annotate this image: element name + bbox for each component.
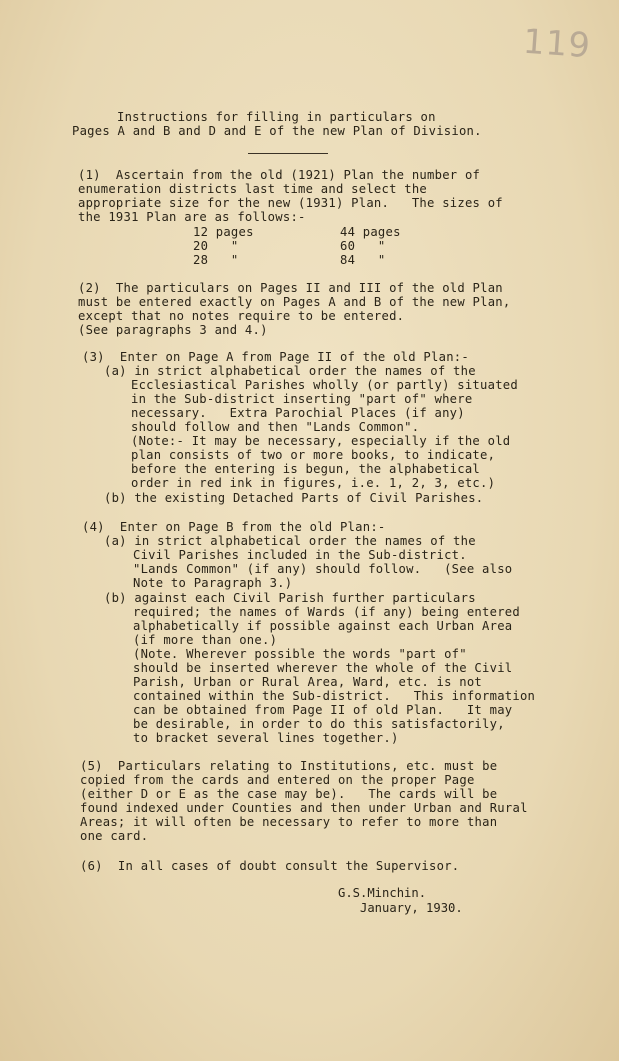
size-row-1-a: 12 pages [193, 225, 254, 239]
p4-line-9: (if more than one.) [133, 633, 278, 647]
p2-line-1: (2) The particulars on Pages II and III of the old Plan [78, 281, 503, 295]
p4-line-7: required; the names of Wards (if any) being entered [133, 605, 520, 619]
p3-line-5: necessary. Extra Parochial Places (if any) [131, 406, 465, 420]
p4-line-6: (b) against each Civil Parish further particulars [104, 591, 476, 605]
p4-line-3: Civil Parishes included in the Sub-district. [133, 548, 467, 562]
p4-line-11: should be inserted wherever the whole of the Civil [133, 661, 513, 675]
p1-line-3: appropriate size for the new (1931) Plan. The sizes of [78, 196, 503, 210]
p3-line-10: order in red ink in figures, i.e. 1, 2, 3, etc.) [131, 476, 496, 490]
title-line-1: Instructions for filling in particulars on [117, 110, 436, 124]
signature-name: G.S.Minchin. [338, 886, 427, 900]
p3-line-11: (b) the existing Detached Parts of Civil Parishes. [104, 491, 484, 505]
p3-line-3: Ecclesiastical Parishes wholly (or partly) situated [131, 378, 518, 392]
p1-line-1: (1) Ascertain from the old (1921) Plan the number of [78, 168, 481, 182]
p3-line-9: before the entering is begun, the alphabetical [131, 462, 481, 476]
p5-line-1: (5) Particulars relating to Institutions, etc. must be [80, 759, 498, 773]
p6-line-1: (6) In all cases of doubt consult the Supervisor. [80, 859, 460, 873]
size-row-3-a: 28 " [193, 253, 239, 267]
p4-line-12: Parish, Urban or Rural Area, Ward, etc. is not [133, 675, 483, 689]
p4-line-16: to bracket several lines together.) [133, 731, 399, 745]
size-row-3-b: 84 " [340, 253, 386, 267]
size-row-2-b: 60 " [340, 239, 386, 253]
p2-line-2: must be entered exactly on Pages A and B of the new Plan, [78, 295, 511, 309]
p4-line-15: be desirable, in order to do this satisfactorily, [133, 717, 505, 731]
p3-line-4: in the Sub-district inserting "part of" where [131, 392, 473, 406]
p2-line-3: except that no notes require to be entered. [78, 309, 405, 323]
p3-line-6: should follow and then "Lands Common". [131, 420, 420, 434]
folio-number: 119 [521, 21, 593, 67]
p3-line-7: (Note:- It may be necessary, especially if the old [131, 434, 511, 448]
p2-line-4: (See paragraphs 3 and 4.) [78, 323, 268, 337]
p5-line-5: Areas; it will often be necessary to refer to more than [80, 815, 498, 829]
p4-line-1: (4) Enter on Page B from the old Plan:- [82, 520, 386, 534]
p4-line-13: contained within the Sub-district. This information [133, 689, 536, 703]
size-row-1-b: 44 pages [340, 225, 401, 239]
p4-line-2: (a) in strict alphabetical order the names of the [104, 534, 476, 548]
p3-line-1: (3) Enter on Page A from Page II of the old Plan:- [82, 350, 469, 364]
p3-line-8: plan consists of two or more books, to indicate, [131, 448, 496, 462]
p5-line-2: copied from the cards and entered on the proper Page [80, 773, 475, 787]
p4-line-14: can be obtained from Page II of old Plan. It may [133, 703, 513, 717]
p5-line-3: (either D or E as the case may be). The cards will be [80, 787, 498, 801]
p4-line-5: Note to Paragraph 3.) [133, 576, 293, 590]
p5-line-6: one card. [80, 829, 149, 843]
p4-line-10: (Note. Wherever possible the words "part of" [133, 647, 467, 661]
p3-line-2: (a) in strict alphabetical order the names of the [104, 364, 476, 378]
p1-line-2: enumeration districts last time and select the [78, 182, 428, 196]
p4-line-4: "Lands Common" (if any) should follow. (See also [133, 562, 513, 576]
size-row-2-a: 20 " [193, 239, 239, 253]
p1-line-4: the 1931 Plan are as follows:- [78, 210, 306, 224]
signature-date: January, 1930. [360, 901, 463, 915]
title-line-2: Pages A and B and D and E of the new Plan of Division. [72, 124, 482, 138]
p4-line-8: alphabetically if possible against each Urban Area [133, 619, 513, 633]
p5-line-4: found indexed under Counties and then under Urban and Rural [80, 801, 528, 815]
title-divider [248, 153, 328, 154]
